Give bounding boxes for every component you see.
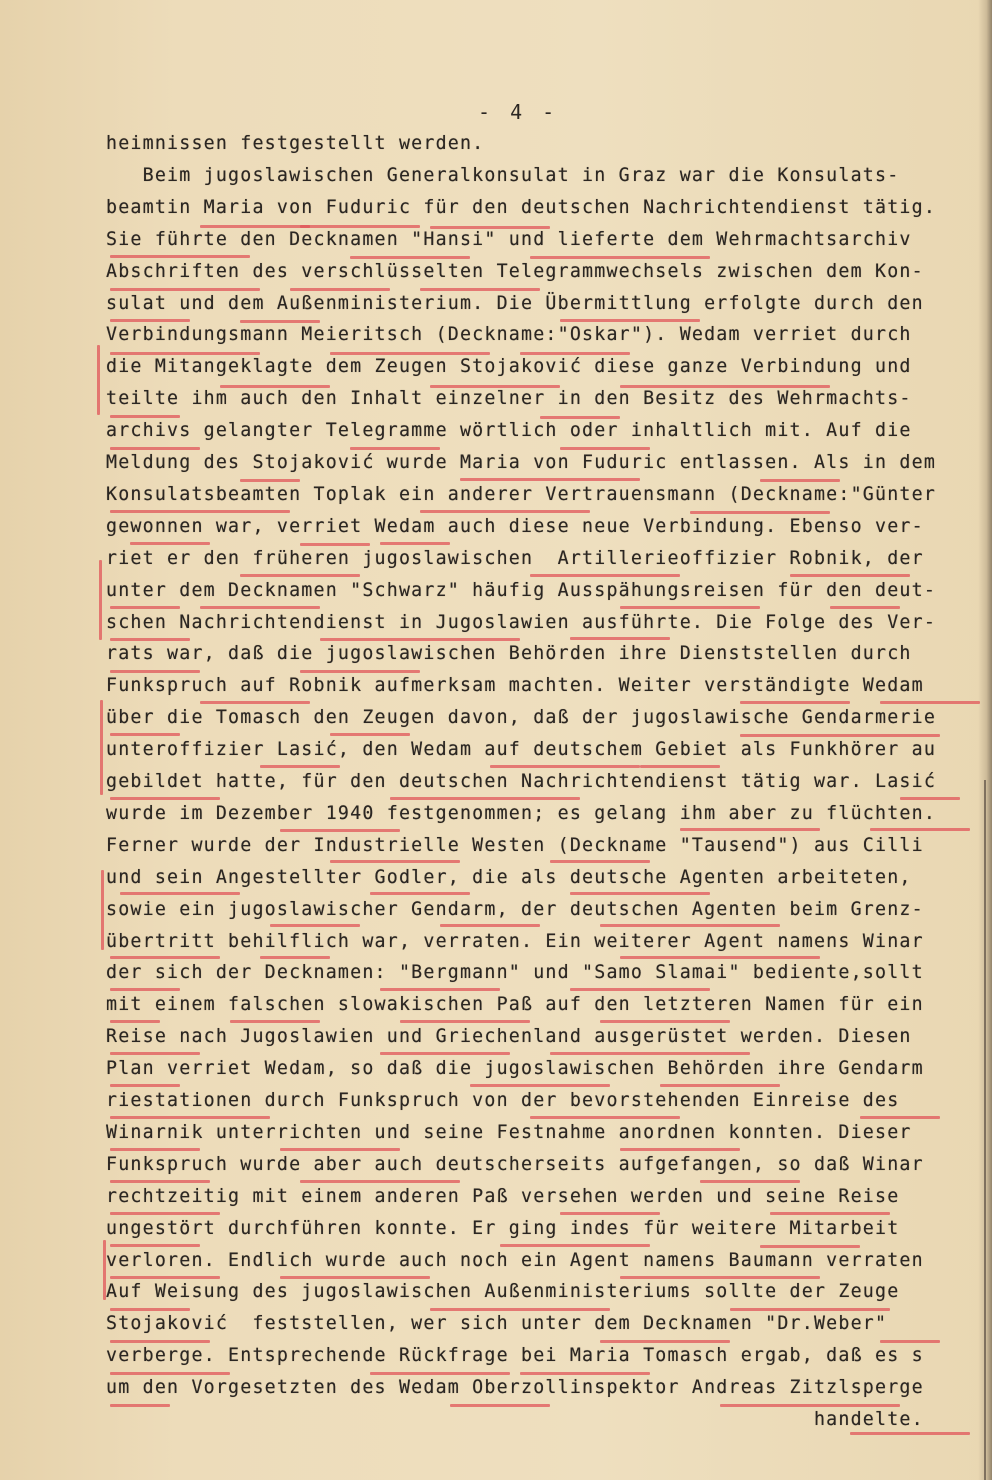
red-underline — [110, 1052, 200, 1055]
red-underline — [110, 1276, 220, 1279]
red-underline — [450, 1404, 550, 1407]
red-underline — [110, 415, 180, 418]
text-line: sowie ein jugoslawischer Gendarm, der deutschen Agenten beim Grenz- — [106, 898, 924, 920]
red-margin-stroke — [100, 700, 103, 795]
red-underline — [300, 543, 370, 546]
red-underline — [370, 1372, 510, 1375]
text-line: um den Vorgesetzten des Wedam Oberzollinspektor Andreas Zitzlsperge — [106, 1377, 924, 1399]
red-underline — [870, 828, 970, 831]
red-underline — [290, 288, 390, 291]
red-underline — [420, 288, 540, 291]
red-underline — [200, 606, 320, 609]
text-line: gewonnen war, verriet Wedam auch diese neue Verbindung. Ebenso ver- — [106, 515, 924, 537]
red-underline — [110, 606, 180, 609]
red-underline — [600, 1340, 730, 1343]
red-underline — [730, 1308, 890, 1311]
red-underline — [110, 1116, 270, 1119]
red-underline — [280, 1148, 400, 1151]
red-underline — [330, 352, 490, 355]
text-line: beamtin Maria von Fuduric für den deutschen Nachrichtendienst tätig. — [106, 196, 937, 218]
red-underline — [620, 606, 760, 609]
text-line: der sich der Decknamen: "Bergmann" und "Samo Slamai" bediente,sollt — [106, 962, 924, 984]
red-underline — [110, 1020, 160, 1023]
red-underline — [380, 1052, 510, 1055]
text-line: verloren. Endlich wurde auch noch ein Agent namens Baumann verraten — [106, 1249, 924, 1271]
red-underline — [110, 1148, 200, 1151]
text-line: Abschriften des verschlüsselten Telegrammwechsels zwischen dem Kon- — [106, 260, 924, 282]
red-underline — [830, 606, 900, 609]
red-underline — [110, 1084, 180, 1087]
red-underline — [260, 765, 340, 768]
text-line: Stojaković feststellen, wer sich unter dem Decknamen "Dr.Weber" — [106, 1313, 888, 1335]
red-underline — [110, 1404, 170, 1407]
red-underline — [760, 479, 840, 482]
red-underline — [110, 956, 220, 959]
red-underline — [430, 385, 560, 388]
red-underline — [280, 1276, 430, 1279]
red-underline — [460, 478, 640, 481]
red-underline — [620, 1276, 820, 1279]
red-underline — [120, 892, 240, 895]
red-underline — [380, 542, 450, 545]
text-line: archivs gelangter Telegramme wörtlich oder inhaltlich mit. Auf die — [106, 420, 912, 442]
red-underline — [570, 637, 670, 640]
red-underline — [540, 416, 620, 419]
text-line: Verbindungsmann Meieritsch (Deckname:"Oskar"). Wedam verriet durch — [106, 324, 912, 346]
red-underline — [320, 638, 520, 641]
text-line: Konsulatsbeamten Toplak ein anderer Vertrauensmann (Deckname:"Günter — [106, 483, 937, 505]
red-underline — [260, 956, 330, 959]
text-line: sulat und dem Außenministerium. Die Übermittlung erfolgte durch den — [106, 292, 924, 314]
red-underline — [620, 385, 830, 388]
red-underline — [600, 1020, 730, 1023]
text-line: und sein Angestellter Godler, die als deutsche Agenten arbeiteten, — [106, 866, 912, 888]
red-underline — [270, 924, 360, 927]
text-line: heimnissen festgestellt werden. — [106, 133, 485, 154]
red-underline — [390, 797, 580, 800]
text-line: ungestört durchführen konnte. Er ging indes für weitere Mitarbeit — [106, 1217, 900, 1239]
red-underline — [690, 511, 830, 514]
red-underline — [470, 1084, 610, 1087]
text-line: rechtzeitig mit einem anderen Paß versehen werden und seine Reise — [106, 1185, 900, 1207]
red-underline — [300, 1180, 460, 1183]
text-line: über die Tomasch den Zeugen davon, daß der jugoslawische Gendarmerie — [106, 707, 937, 729]
red-underline — [560, 319, 700, 322]
red-underline — [110, 1372, 230, 1375]
red-underline — [110, 352, 260, 355]
red-margin-stroke — [97, 345, 100, 415]
red-underline — [790, 574, 910, 577]
red-underline — [350, 256, 470, 259]
red-underline — [400, 1020, 530, 1023]
text-line: gebildet hatte, für den deutschen Nachrichtendienst tätig war. Lasić — [106, 771, 937, 792]
red-underline — [760, 1245, 860, 1248]
red-underline — [200, 701, 310, 704]
red-underline — [110, 288, 260, 291]
red-underline — [110, 670, 200, 673]
red-underline — [280, 829, 400, 832]
red-underline — [560, 447, 650, 450]
red-underline — [220, 385, 330, 388]
text-line: verberge. Entsprechende Rückfrage bei Maria Tomasch ergab, daß es s — [106, 1345, 924, 1367]
red-underline — [300, 670, 420, 673]
red-underline — [110, 1340, 210, 1343]
red-underline — [620, 956, 820, 959]
red-underline — [300, 225, 420, 228]
page-number: - 4 - — [478, 100, 559, 124]
red-underline — [440, 924, 540, 927]
red-underline — [420, 510, 590, 513]
red-underline — [490, 765, 640, 768]
red-margin-stroke — [103, 1240, 106, 1300]
red-underline — [370, 892, 470, 895]
text-line: unter dem Decknamen "Schwarz" häufig Ausspähungsreisen für den deut- — [106, 579, 937, 601]
text-line: handelte. — [106, 1409, 924, 1430]
red-underline — [720, 1404, 900, 1407]
red-underline — [900, 797, 960, 800]
text-line: schen Nachrichtendienst in Jugoslawien ausführte. Die Folge des Ver- — [106, 611, 937, 633]
red-underline — [880, 1340, 940, 1343]
red-underline — [500, 1244, 650, 1247]
red-underline — [230, 1020, 320, 1023]
text-line: teilte ihm auch den Inhalt einzelner in den Besitz des Wehrmachts- — [106, 388, 912, 410]
text-line: Winarnik unterrichten und seine Festnahme anordnen konnten. Dieser — [106, 1121, 912, 1143]
red-margin-stroke — [99, 560, 102, 640]
red-underline — [110, 255, 250, 258]
red-underline — [570, 892, 710, 895]
red-underline — [430, 1308, 610, 1311]
red-underline — [110, 1244, 200, 1247]
text-line: Ferner wurde der Industrielle Westen (Deckname "Tausend") aus Cilli — [106, 834, 924, 856]
red-underline — [110, 988, 180, 991]
red-underline — [520, 352, 630, 355]
text-line: übertritt behilflich war, verraten. Ein weiterer Agent namens Winar — [106, 930, 924, 952]
red-margin-stroke — [101, 870, 104, 950]
red-underline — [740, 734, 940, 737]
red-underline — [880, 701, 980, 704]
red-underline — [110, 1180, 210, 1183]
text-line: riestationen durch Funkspruch von der bevorstehenden Einreise des — [106, 1090, 900, 1111]
red-underline — [570, 988, 710, 991]
red-underline — [560, 1212, 660, 1215]
red-underline — [680, 828, 820, 831]
red-underline — [740, 701, 850, 704]
red-underline — [380, 988, 500, 991]
text-line: Meldung des Stojaković wurde Maria von Fuduric entlassen. Als in dem — [106, 452, 937, 473]
red-underline — [700, 1180, 800, 1183]
red-underline — [600, 924, 780, 927]
red-underline — [330, 733, 410, 736]
red-underline — [110, 447, 200, 450]
text-line: die Mitangeklagte dem Zeugen Stojaković diese ganze Verbindung und — [106, 356, 912, 378]
red-underline — [620, 1148, 740, 1151]
text-line: Funkspruch auf Robnik aufmerksam machten. Weiter verständigte Wedam — [106, 675, 924, 697]
red-underline — [110, 510, 290, 513]
red-underline — [110, 733, 180, 736]
text-line: riet er den früheren jugoslawischen Artillerieoffizier Robnik, der — [106, 547, 924, 569]
red-underline — [110, 797, 220, 800]
text-line: Beim jugoslawischen Generalkonsulat in Graz war die Konsulats- — [106, 164, 900, 186]
text-line: Reise nach Jugoslawien und Griechenland ausgerüstet werden. Diesen — [106, 1026, 912, 1048]
text-line: rats war, daß die jugoslawischen Behörden ihre Dienststellen durch — [106, 643, 912, 665]
text-line: wurde im Dezember 1940 festgenommen; es gelang ihm aber zu flüchten. — [106, 802, 937, 824]
red-underline — [530, 1116, 680, 1119]
red-underline — [530, 574, 680, 577]
text-line: Sie führte den Decknamen "Hansi" und lieferte dem Wehrmachtsarchiv — [106, 228, 912, 250]
red-underline — [110, 1308, 190, 1311]
red-underline — [430, 226, 550, 229]
red-underline — [850, 1432, 970, 1435]
red-underline — [330, 860, 460, 863]
text-line: Funkspruch wurde aber auch deutscherseits aufgefangen, so daß Winar — [106, 1153, 924, 1175]
red-underline — [240, 320, 320, 323]
red-underline — [550, 860, 650, 863]
text-line: unteroffizier Lasić, den Wedam auf deutschem Gebiet als Funkhörer au — [106, 739, 937, 761]
red-underline — [770, 1212, 890, 1215]
text-line: Auf Weisung des jugoslawischen Außenministeriums sollte der Zeuge — [106, 1281, 900, 1303]
red-underline — [530, 256, 710, 259]
red-underline — [240, 479, 300, 482]
text-line: mit einem falschen slowakischen Paß auf den letzteren Namen für ein — [106, 994, 924, 1016]
red-underline — [660, 1084, 780, 1087]
red-underline — [240, 574, 360, 577]
red-underline — [520, 1372, 650, 1375]
red-underline — [110, 638, 190, 641]
red-underline — [110, 319, 190, 322]
red-underline — [200, 225, 310, 228]
page-edge-line — [984, 780, 986, 1480]
red-underline — [130, 542, 210, 545]
red-underline — [860, 1116, 940, 1119]
red-underline — [110, 1212, 220, 1215]
red-underline — [350, 447, 440, 450]
red-underline — [640, 765, 720, 768]
red-underline — [550, 1052, 750, 1055]
text-line: Plan verriet Wedam, so daß die jugoslawischen Behörden ihre Gendarm — [106, 1058, 924, 1080]
